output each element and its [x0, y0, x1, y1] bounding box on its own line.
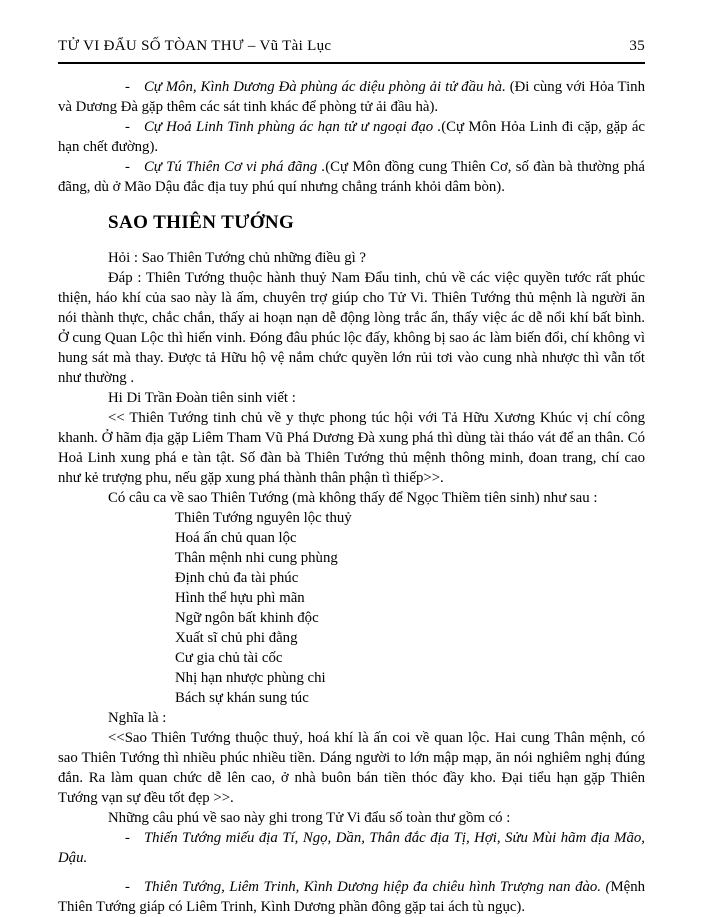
poem-line: Ngữ ngôn bất khinh độc [175, 610, 319, 626]
poem-line: Hoá ấn chủ quan lộc [175, 530, 297, 546]
bullet-dash: - [125, 119, 130, 135]
bullet-italic-text: Thiên Tướng, Liêm Trinh, Kình Dương hiệp đa chiêu hình Trượng nan đào. ( [143, 879, 611, 895]
running-title: TỬ VI ĐẨU SỐ TÒAN THƯ – Vũ Tài Lục [58, 38, 332, 54]
section-heading: SAO THIÊN TƯỚNG [108, 212, 295, 233]
poem-line: Hình thể hựu phì mãn [175, 590, 305, 606]
intro-bullet-3 [58, 157, 645, 197]
bullet-dash: - [125, 79, 130, 95]
intro-bullet-2 [58, 117, 645, 157]
page-header [58, 38, 645, 55]
answer-paragraph: Đáp : Thiên Tướng thuộc hành thuỷ Nam Đẩu tinh, chủ về các việc quyền tước rất phúc thiện, háo khí của sao này là ấm, chuyên trợ giúp cho Tử Vi. Thiên Tướng thủ mệnh là người ăn nói thành thực, chắc chắn, thấy ai hoạn nạn dễ động lòng trắc ẩn, thấy việc ác dễ nổi khí bất bình. Ở cung Quan Lộc thì hiển vinh. Đóng đâu phúc lộc đấy, không bị sao ác làm biến đổi, chí không vì hung sát mà thay. Được tả Hữu hộ vệ nắm chức quyền lớn rủi tơi vào cung nhà nhược thì vẫn tốt như thường . [58, 270, 645, 386]
phu-bullet-1 [58, 828, 645, 868]
poem-line: Xuất sĩ chủ phi đằng [175, 630, 298, 646]
header-rule [58, 62, 645, 64]
bullet-normal-text: (Đi cùng với Hỏa Tinh và Dương Đà gặp thêm các sát tinh khác để phòng tử ải đầu hà). [58, 79, 645, 115]
hi-di-intro-paragraph: Hi Di Trần Đoàn tiên sinh viết : [108, 390, 296, 406]
bullet-normal-text: (Cự Môn Hỏa Linh đi cặp, gặp ác hạn chết đường). [58, 119, 645, 155]
poem-line: Nhị hạn nhược phùng chi [175, 670, 326, 686]
phu-bullet-2 [58, 877, 645, 917]
bullet-dash: - [125, 879, 130, 895]
poem-block [175, 508, 645, 708]
poem-line: Cư gia chủ tài cốc [175, 650, 283, 666]
meaning-label-paragraph: Nghĩa là : [108, 710, 167, 726]
bullet-dash: - [125, 159, 130, 175]
question-paragraph: Hỏi : Sao Thiên Tướng chủ những điều gì ? [108, 250, 366, 266]
bullet-italic-text: Cự Môn, Kình Dương Đà phùng ác diệu phòng ải tử đầu hà. [143, 79, 506, 95]
bullet-dash: - [125, 830, 130, 846]
page-body [58, 77, 645, 917]
poem-line: Thân mệnh nhi cung phùng [175, 550, 338, 566]
bullet-normal-text: Mệnh Thiên Tướng giáp có Liêm Trinh, Kình Dương phần đông gặp tai ách tù ngục). [58, 879, 645, 915]
poem-line: Bách sự khán sung túc [175, 690, 309, 706]
bullet-italic-text: Cự Tú Thiên Cơ vi phá đãng . [143, 159, 326, 175]
meaning-quote-paragraph: <<Sao Thiên Tướng thuộc thuỷ, hoá khí là ấn coi về quan lộc. Hai cung Thân mệnh, có sao Thiên Tướng thì nhiều phúc nhiều tiền. Dáng người to lớn mập mạp, ăn nói nghiêm nghị đúng đắn. Ra làm quan chức dễ lên cao, ở nhà buôn bán tiền thóc đầy kho. Đại tiểu hạn gặp Thiên Tướng vạn sự đều tốt đẹp >>. [58, 730, 645, 806]
hi-di-quote-paragraph: << Thiên Tướng tinh chủ về y thực phong túc hội với Tả Hữu Xương Khúc vị chí công khanh. Ở hãm địa gặp Liêm Tham Vũ Phá Dương Đà xung phá thì dùng tài tháo vát để an thân. Có Hoả Linh xung phá e tàn tật. Số đàn bà Thiên Tướng thủ mệnh thông minh, đoan trang, chí cao như kẻ trượng phu, nếu gặp xung phá thành thân phận tì thiếp>>. [58, 410, 645, 486]
bullet-italic-text: Thiến Tướng miếu địa Tí, Ngọ, Dần, Thân đắc địa Tị, Hợi, Sửu Mùi hãm địa Mão, Dậu. [58, 830, 645, 866]
bullet-normal-text: (Cự Môn đồng cung Thiên Cơ, số đàn bà thường phá đãng, dù ở Mão Dậu đắc địa tuy phú quí nhưng chẳng tránh khỏi dâm bòn). [58, 159, 645, 195]
phu-intro-paragraph: Những câu phú về sao này ghi trong Tử Vi đẩu số toàn thư gồm có : [108, 810, 511, 826]
page-number: 35 [629, 38, 645, 54]
poem-line: Định chủ đa tài phúc [175, 570, 299, 586]
intro-bullet-1 [58, 77, 645, 117]
song-intro-paragraph: Có câu ca về sao Thiên Tướng (mà không thấy để Ngọc Thiềm tiên sinh) như sau : [108, 490, 598, 506]
poem-line: Thiên Tướng nguyên lộc thuỷ [175, 510, 352, 526]
bullet-italic-text: Cự Hoả Linh Tinh phùng ác hạn tử ư ngoại đạo . [143, 119, 442, 135]
